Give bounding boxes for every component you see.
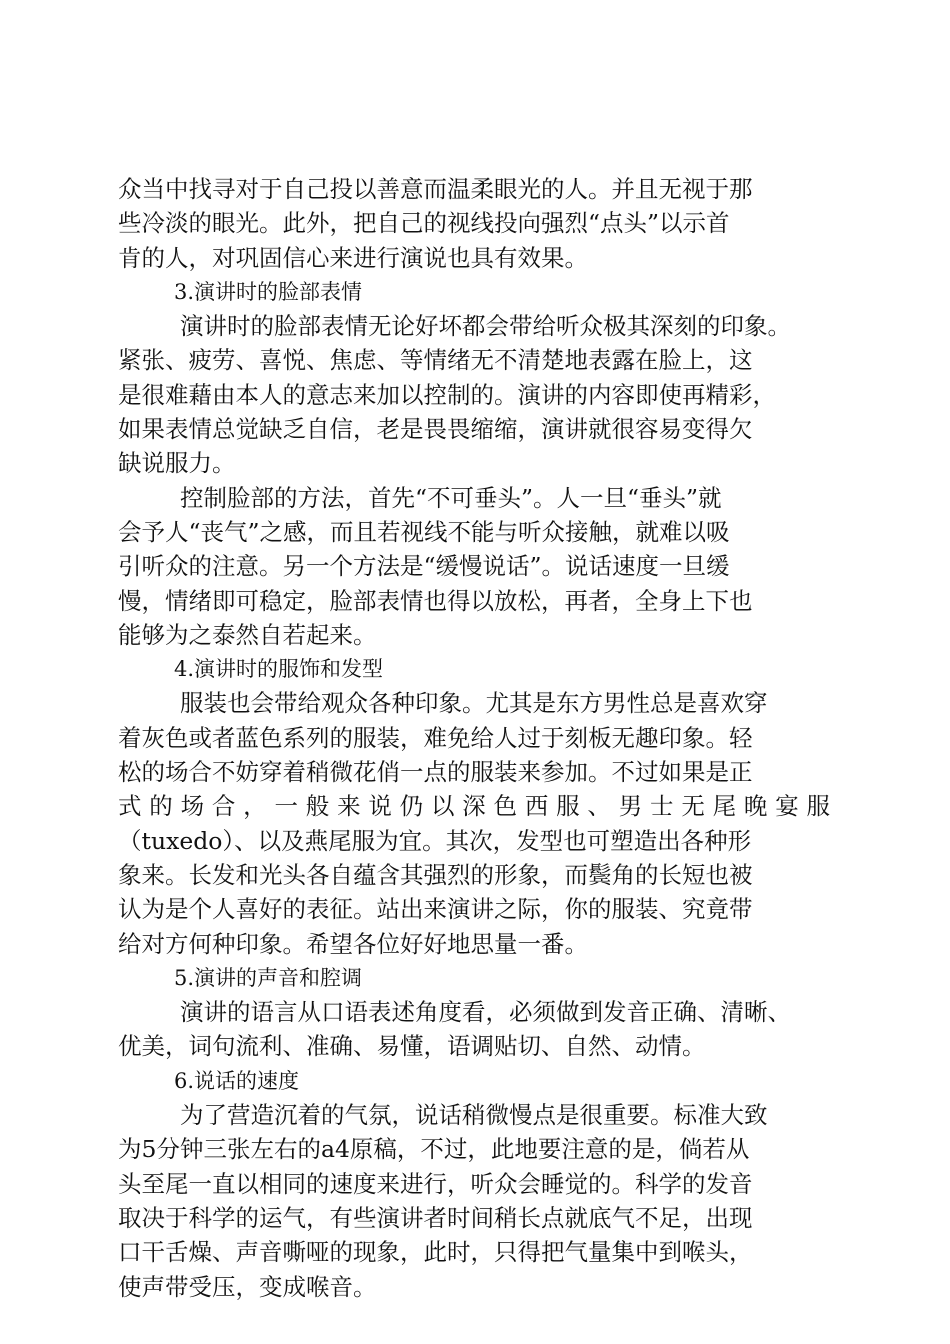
paragraph-line: 紧张、疲劳、喜悦、焦虑、等情绪无不清楚地表露在脸上，这	[118, 346, 753, 375]
paragraph-line: 引听众的注意。另一个方法是“缓慢说话”。说话速度一旦缓	[118, 552, 730, 581]
paragraph-line: 取决于科学的运气，有些演讲者时间稍长点就底气不足，出现	[118, 1203, 753, 1232]
section-heading: 3.演讲时的脸部表情	[174, 279, 363, 304]
paragraph-line: 口干舌燥、声音嘶哑的现象，此时，只得把气量集中到喉头，	[118, 1238, 753, 1267]
paragraph-line: 给对方何种印象。希望各位好好地思量一番。	[118, 929, 588, 958]
paragraph-line: 认为是个人喜好的表征。站出来演讲之际，你的服装、究竟带	[118, 895, 753, 924]
section-heading: 6.说话的速度	[174, 1068, 300, 1093]
paragraph-line: 些冷淡的眼光。此外，把自己的视线投向强烈“点头”以示首	[118, 209, 730, 238]
paragraph-line: （tuxedo）、以及燕尾服为宜。其次，发型也可塑造出各种形	[118, 826, 752, 855]
paragraph-line: 为5分钟三张左右的a4原稿，不过，此地要注意的是，倘若从	[118, 1135, 750, 1164]
paragraph-line: 松的场合不妨穿着稍微花俏一点的服装来参加。不过如果是正	[118, 758, 753, 787]
paragraph-line: 服装也会带给观众各种印象。尤其是东方男性总是喜欢穿	[180, 689, 768, 718]
paragraph-line: 是很难藉由本人的意志来加以控制的。演讲的内容即使再精彩，	[118, 380, 776, 409]
paragraph-line: 优美，词句流利、准确、易懂，语调贴切、自然、动情。	[118, 1032, 706, 1061]
paragraph-line: 缺说服力。	[118, 449, 236, 478]
paragraph-line: 能够为之泰然自若起来。	[118, 620, 377, 649]
paragraph-line: 为了营造沉着的气氛，说话稍微慢点是很重要。标准大致	[180, 1101, 768, 1130]
section-heading: 4.演讲时的服饰和发型	[174, 657, 384, 682]
paragraph-line: 肯的人，对巩固信心来进行演说也具有效果。	[118, 243, 588, 272]
paragraph-line: 使声带受压，变成喉音。	[118, 1272, 377, 1301]
paragraph-line: 如果表情总觉缺乏自信，老是畏畏缩缩，演讲就很容易变得欠	[118, 415, 753, 444]
paragraph-line: 着灰色或者蓝色系列的服装，难免给人过于刻板无趣印象。轻	[118, 723, 753, 752]
paragraph-line: 演讲时的脸部表情无论好坏都会带给听众极其深刻的印象。	[180, 312, 791, 341]
paragraph-line: 慢，情绪即可稳定，脸部表情也得以放松，再者，全身上下也	[118, 586, 753, 615]
paragraph-line: 式的场合，一般来说仍以深色西服、男士无尾晚宴服	[118, 792, 830, 821]
paragraph-line: 象来。长发和光头各自蕴含其强烈的形象，而鬓角的长短也被	[118, 860, 753, 889]
section-heading: 5.演讲的声音和腔调	[174, 965, 363, 990]
document-body	[118, 172, 838, 1304]
paragraph-line: 会予人“丧气”之感，而且若视线不能与听众接触，就难以吸	[118, 517, 730, 546]
paragraph-line: 演讲的语言从口语表述角度看，必须做到发音正确、清晰、	[180, 998, 791, 1027]
paragraph-line: 众当中找寻对于自己投以善意而温柔眼光的人。并且无视于那	[118, 175, 753, 203]
paragraph-line: 控制脸部的方法，首先“不可垂头”。人一旦“垂头”就	[180, 483, 722, 512]
paragraph-line: 头至尾一直以相同的速度来进行，听众会睡觉的。科学的发音	[118, 1169, 753, 1198]
